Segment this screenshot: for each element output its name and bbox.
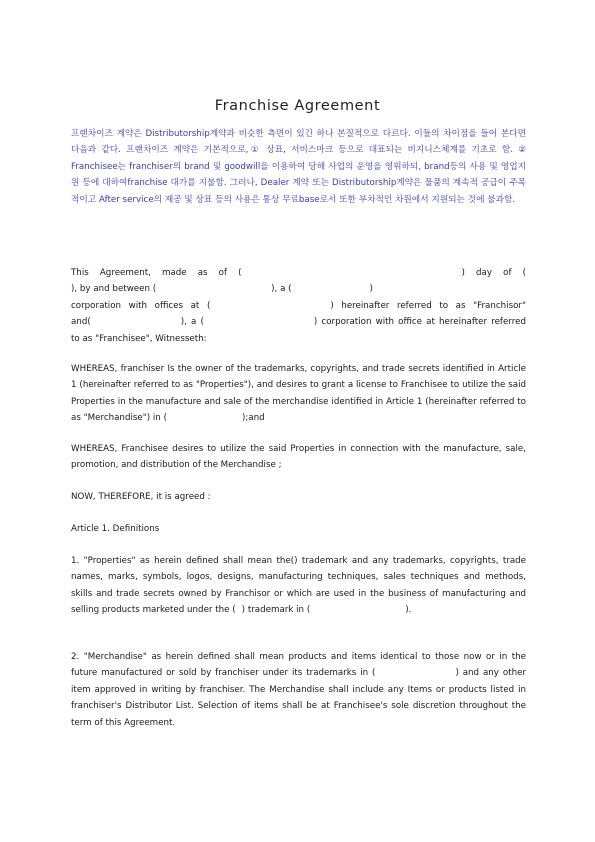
definition-text: ) trademark in ( [241,605,311,616]
preamble [71,265,526,347]
article-1-heading [71,521,526,537]
preamble-text: This Agreement, made as of ( [71,268,242,278]
preamble-text: ), by and between ( [71,284,157,295]
definition-text: ) and any other item approved in writing by franchiser. The Merchandise shall include any Items or products listed in franchiser's Distributor List. Selection of items shall be at Franchisee's sole discretion throughout the term of this Agreement. [71,668,526,728]
clause-text: );and [241,413,265,424]
definition-text: ). [405,605,412,616]
whereas-clause-2 [71,441,526,474]
preamble-text: and( [71,317,91,328]
preamble-text: ) [369,284,373,295]
summary-note [71,126,526,208]
summary-paragraph: 프랜차이즈 계약은 Distributorship계약과 비슷한 측면이 있긴 하나 본질적으로 다르다. 이들의 차이점을 들어 본다면 다음과 같다. 프랜차이즈 계약은 기본적으로,① 상표, 서비스마크 등으로 대표되는 비지니스체계를 기초로 함. ② Franchisee는 franchiser의 brand 및 goodwill을 이용하여 당해 사업의 운영을 영위하되, brand등의 사용 및 영업지원 등에 대하여franchise 대가를 지불함. 그러나, Dealer 계약 또는 Distributorship계약은 물품의 계속적 공급이 주목적이고 After service의 제공 및 상표 등의 사용은 통상 무료base로서 또한 부차적인 차원에서 지원되는 것에 불과함. [71,129,526,205]
preamble-text: corporation with offices at ( [71,300,211,311]
preamble-text: ), a ( [271,284,292,295]
preamble-text: ) corporation with office at hereinafter referred to as "Franchisee", Witnesseth: [71,317,526,344]
definition-text: 1. "Properties" as herein defined shall mean the() trademark and any trademarks, copyrights, trade names, marks, symbols, logos, designs, manufacturing techniques, sales techniques and methods, skills and trade secrets owned by Franchisor or which are used in the business of manufacturing and selling products marketed under the ( [71,556,526,616]
document-title: Franchise Agreement [214,98,381,114]
article-title: Article 1. Definitions [71,524,160,534]
agreement-statement [71,489,526,505]
preamble-text: ), a ( [180,317,204,328]
preamble-text: ) day of ( [461,268,526,278]
clause-text: NOW, THEREFORE, it is agreed : [71,492,211,502]
clause-text: WHEREAS, franchiser Is the owner of the trademarks, copyrights, and trade secrets identified in Article 1 (hereinafter referred to as "Properties"), and desires to grant a license to Franchisee to utilize the said Properties in the manufacture and sale of the merchandise identified in Article 1 (hereinafter referred to as "Merchandise") in ( [71,364,526,424]
clause-text: WHEREAS, Franchisee desires to utilize the said Properties in connection with the manufacture, sale, promotion, and distribution of the Merchandise ; [71,444,526,471]
definition-1 [71,553,526,619]
definition-2 [71,649,526,731]
whereas-clause-1 [71,361,526,427]
preamble-text: ) hereinafter referred to as "Franchisor" [330,300,526,311]
definition-text: 2. "Merchandise" as herein defined shall mean products and items identical to those now or in the future manufactured or sold by franchiser under its trademarks in ( [71,652,526,679]
